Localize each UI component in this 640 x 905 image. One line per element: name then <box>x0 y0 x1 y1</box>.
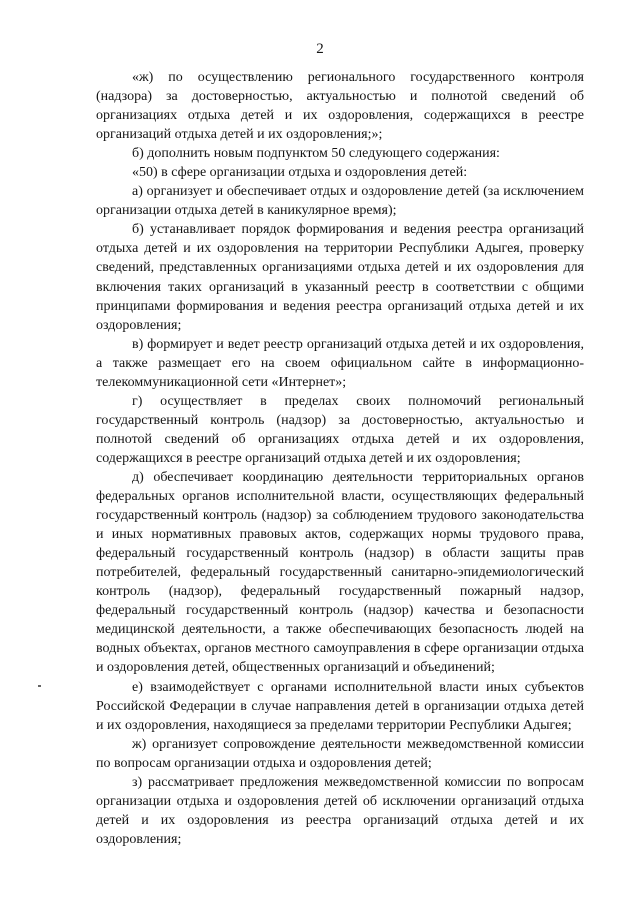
paragraph-50-heading: «50) в сфере организации отдыха и оздоровления детей: <box>132 165 468 181</box>
paragraph-zh-control: «ж) по осуществлению регионального государственного контроля (надзора) за достоверностью, актуальностью и полнотой сведений об организациях отдыха детей и их оздоровления, содержащихся в реестре организаций отдыха детей и их оздоровления;»; <box>96 70 584 143</box>
scan-mark <box>38 685 41 687</box>
document-body <box>96 68 584 849</box>
paragraph-b-add-subpoint: б) дополнить новым подпунктом 50 следующего содержания: <box>132 146 500 162</box>
paragraph-v-registry-maintain: в) формирует и ведет реестр организаций отдыха детей и их оздоровления, а также размещает его на своем официальном сайте в информационно-телекоммуникационной сети «Интернет»; <box>96 336 584 390</box>
paragraph-g-control: г) осуществляет в пределах своих полномочий региональный государственный контроль (надзор) за достоверностью, актуальностью и полнотой сведений об организациях отдыха детей и их оздоровления, содержащихся в реестре организаций отдыха детей и их оздоровления; <box>96 393 584 466</box>
paragraph-a-organizes: а) организует и обеспечивает отдых и оздоровление детей (за исключением организации отдыха детей в каникулярное время); <box>96 184 584 219</box>
paragraph-e-interaction: е) взаимодействует с органами исполнительной власти иных субъектов Российской Федерации в случае направления детей в организации отдыха детей и их оздоровления, находящиеся за пределами территории Республики Адыгея; <box>96 679 584 733</box>
paragraph-b-registry-procedure: б) устанавливает порядок формирования и ведения реестра организаций отдыха детей и их оздоровления на территории Республики Адыгея, проверку сведений, представленных организациями отдыха детей и их оздоровления для включения таких организаций в указанный реестр в соответствии с общими принципами формирования и ведения реестра организаций отдыха детей и их оздоровления; <box>96 222 584 333</box>
page-number: 2 <box>316 41 324 57</box>
paragraph-zh-commission-support: ж) организует сопровождение деятельности межведомственной комиссии по вопросам организации отдыха и оздоровления детей; <box>96 736 584 771</box>
paragraph-d-coordination: д) обеспечивает координацию деятельности территориальных органов федеральных органов исполнительной власти, осуществляющих федеральный государственный контроль (надзор) за соблюдением трудового законодательства и иных нормативных правовых актов, содержащих нормы трудового права, федеральный государственный контроль (надзор) в области защиты прав потребителей, федеральный государственный санитарно-эпидемиологический контроль (надзор), федеральный государственный пожарный надзор, федеральный государственный контроль (надзор) качества и безопасности медицинской деятельности, а также обеспечивающих безопасность людей на водных объектах, органов местного самоуправления в сфере организации отдыха и оздоровления детей, общественных организаций и объединений; <box>96 469 584 676</box>
paragraph-z-proposals: з) рассматривает предложения межведомственной комиссии по вопросам организации отдыха и оздоровления детей об исключении организаций отдыха детей и их оздоровления из реестра организаций отдыха детей и их оздоровления; <box>96 774 584 847</box>
